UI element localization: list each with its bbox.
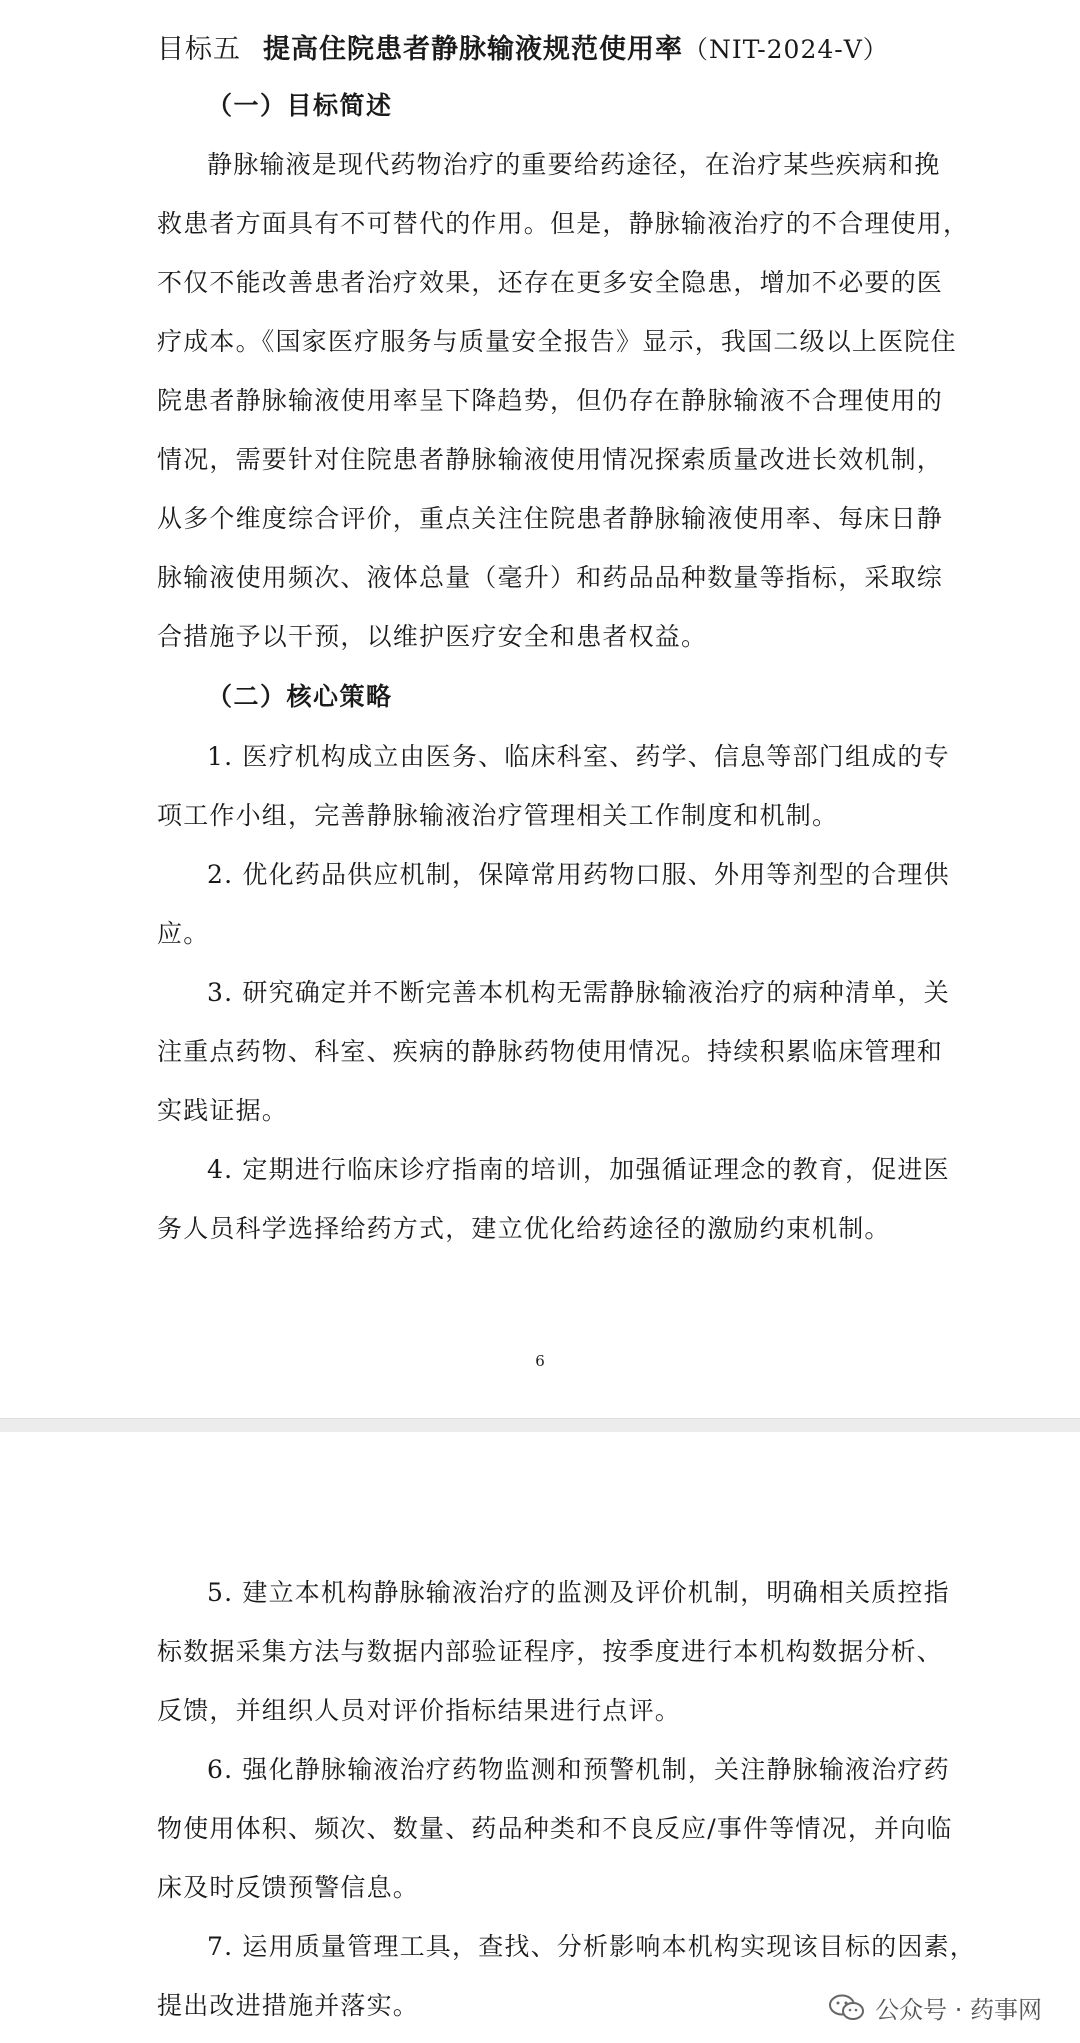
- strategy-2-line: 应。: [157, 919, 210, 948]
- paragraph-line: 救患者方面具有不可替代的作用。但是，静脉输液治疗的不合理使用，: [157, 209, 970, 238]
- strategy-1-line: 1. 医疗机构成立由医务、临床科室、药学、信息等部门组成的专: [207, 742, 950, 771]
- strategy-6-line: 床及时反馈预警信息。: [157, 1873, 420, 1902]
- document-title: [157, 32, 889, 68]
- section2-heading: （二）核心策略: [207, 682, 393, 711]
- strategy-4-line: 务人员科学选择给药方式，建立优化给药途径的激励约束机制。: [157, 1214, 891, 1243]
- paragraph-line: 从多个维度综合评价，重点关注住院患者静脉输液使用率、每床日静: [157, 504, 944, 533]
- strategy-7-line: 7. 运用质量管理工具，查找、分析影响本机构实现该目标的因素，: [207, 1932, 977, 1961]
- paragraph-line: 院患者静脉输液使用率呈下降趋势，但仍存在静脉输液不合理使用的: [157, 386, 944, 415]
- strategy-3-line: 注重点药物、科室、疾病的静脉药物使用情况。持续积累临床管理和: [157, 1037, 944, 1066]
- wechat-icon: [829, 1994, 865, 2022]
- strategy-7-line: 提出改进措施并落实。: [157, 1991, 420, 2020]
- section1-heading: （一）目标简述: [207, 91, 393, 120]
- title-code: （NIT-2024-Ⅴ）: [683, 35, 889, 64]
- strategy-5-line: 5. 建立本机构静脉输液治疗的监测及评价机制，明确相关质控指: [207, 1578, 950, 1607]
- paragraph-line: 疗成本。《国家医疗服务与质量安全报告》显示，我国二级以上医院住: [157, 327, 957, 356]
- watermark: [829, 1990, 1042, 2025]
- strategy-3-line: 实践证据。: [157, 1096, 289, 1125]
- strategy-6-line: 6. 强化静脉输液治疗药物监测和预警机制，关注静脉输液治疗药: [207, 1755, 950, 1784]
- watermark-text: 公众号 · 药事网: [875, 1996, 1042, 2024]
- page-number: 6: [535, 1352, 545, 1370]
- paragraph-line: 脉输液使用频次、液体总量（毫升）和药品品种数量等指标，采取综: [157, 563, 944, 592]
- strategy-2-line: 2. 优化药品供应机制，保障常用药物口服、外用等剂型的合理供: [207, 860, 950, 889]
- document-page-7: [0, 1432, 1080, 2043]
- title-main: 提高住院患者静脉输液规范使用率: [263, 34, 683, 65]
- strategy-4-line: 4. 定期进行临床诊疗指南的培训，加强循证理念的教育，促进医: [207, 1155, 950, 1184]
- title-goal-label: 目标五: [157, 34, 241, 65]
- paragraph-line: 合措施予以干预，以维护医疗安全和患者权益。: [157, 622, 708, 651]
- strategy-5-line: 反馈，并组织人员对评价指标结果进行点评。: [157, 1696, 682, 1725]
- strategy-6-line: 物使用体积、频次、数量、药品种类和不良反应/事件等情况，并向临: [157, 1814, 953, 1843]
- strategy-5-line: 标数据采集方法与数据内部验证程序，按季度进行本机构数据分析、: [157, 1637, 944, 1666]
- strategy-3-line: 3. 研究确定并不断完善本机构无需静脉输液治疗的病种清单，关: [207, 978, 950, 1007]
- paragraph-line: 不仅不能改善患者治疗效果，还存在更多安全隐患，增加不必要的医: [157, 268, 944, 297]
- paragraph-line: 情况，需要针对住院患者静脉输液使用情况探索质量改进长效机制，: [157, 445, 944, 474]
- paragraph-line: 静脉输液是现代药物治疗的重要给药途径，在治疗某些疾病和挽: [207, 150, 941, 179]
- strategy-1-line: 项工作小组，完善静脉输液治疗管理相关工作制度和机制。: [157, 801, 839, 830]
